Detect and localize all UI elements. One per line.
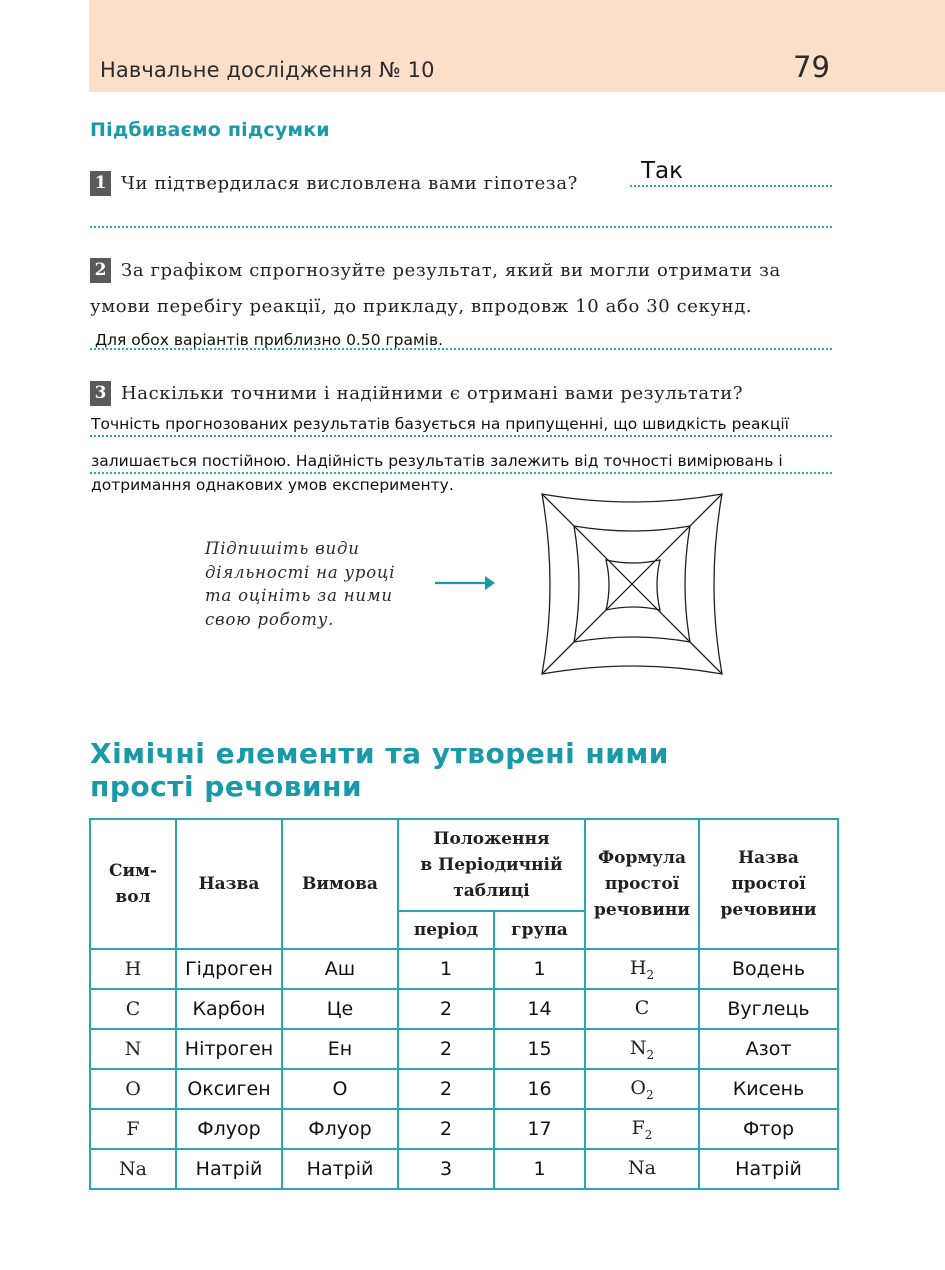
- section-heading: Підбиваємо підсумки: [90, 119, 330, 141]
- formula-symbol: O: [630, 1076, 646, 1099]
- header-title: Навчальне дослідження № 10: [100, 58, 435, 82]
- symbol-cell: Na: [90, 1149, 176, 1189]
- column-header-position: Положення в Періодичній таблиці: [398, 819, 585, 911]
- group-cell[interactable]: 1: [494, 1149, 585, 1189]
- column-header-group: група: [494, 911, 585, 949]
- name-cell[interactable]: Флуор: [176, 1109, 282, 1149]
- table-row: [90, 1069, 838, 1109]
- name-cell[interactable]: Оксиген: [176, 1069, 282, 1109]
- group-cell[interactable]: 15: [494, 1029, 585, 1069]
- self-assessment-web-diagram[interactable]: [538, 490, 728, 680]
- pronunciation-cell[interactable]: Флуор: [282, 1109, 398, 1149]
- answer-line: [90, 435, 832, 437]
- table-row: [90, 989, 838, 1029]
- formula-symbol: Na: [628, 1156, 656, 1179]
- title-line: прості речовини: [90, 770, 363, 803]
- group-cell[interactable]: 17: [494, 1109, 585, 1149]
- period-cell[interactable]: 2: [398, 1069, 494, 1109]
- formula-subscript: 2: [645, 1087, 654, 1102]
- question-text: Чи підтвердилася висловлена вами гіпотеза?: [121, 173, 578, 194]
- substance-cell[interactable]: Натрій: [699, 1149, 838, 1189]
- answer-text[interactable]: дотримання однакових умов експерименту.: [91, 476, 454, 494]
- column-header-symbol: Сим- вол: [90, 819, 176, 949]
- formula-subscript: 2: [644, 1127, 653, 1142]
- formula-cell: [585, 989, 699, 1029]
- name-cell[interactable]: Карбон: [176, 989, 282, 1029]
- symbol-cell: F: [90, 1109, 176, 1149]
- name-cell[interactable]: Нітроген: [176, 1029, 282, 1069]
- pronunciation-cell[interactable]: Ен: [282, 1029, 398, 1069]
- column-header-formula: Формула простої речовини: [585, 819, 699, 949]
- table-row: [90, 1029, 838, 1069]
- period-cell[interactable]: 2: [398, 1029, 494, 1069]
- answer-line: [630, 185, 832, 187]
- elements-section-title: [90, 737, 669, 803]
- period-cell[interactable]: 2: [398, 989, 494, 1029]
- question-number-badge: 3: [90, 381, 111, 406]
- name-cell[interactable]: Натрій: [176, 1149, 282, 1189]
- symbol-cell: H: [90, 949, 176, 989]
- substance-cell[interactable]: Водень: [699, 949, 838, 989]
- period-cell[interactable]: 3: [398, 1149, 494, 1189]
- group-cell[interactable]: 16: [494, 1069, 585, 1109]
- symbol-cell: N: [90, 1029, 176, 1069]
- symbol-cell: C: [90, 989, 176, 1029]
- answer-line: [90, 472, 832, 474]
- answer-text[interactable]: Для обох варіантів приблизно 0.50 грамів.: [95, 331, 444, 349]
- substance-cell[interactable]: Азот: [699, 1029, 838, 1069]
- answer-text[interactable]: залишається постійною. Надійність результатів залежить від точності вимірювань і: [91, 452, 783, 470]
- pronunciation-cell[interactable]: Натрій: [282, 1149, 398, 1189]
- substance-cell[interactable]: Вуглець: [699, 989, 838, 1029]
- formula-cell: [585, 949, 699, 989]
- formula-symbol: F: [631, 1116, 645, 1139]
- formula-cell: [585, 1069, 699, 1109]
- formula-cell: [585, 1109, 699, 1149]
- formula-symbol: H: [629, 956, 647, 979]
- page-number: 79: [793, 50, 830, 84]
- formula-subscript: 2: [646, 967, 655, 982]
- question-text: За графіком спрогнозуйте результат, який ви могли отримати за: [121, 260, 781, 281]
- question-number-badge: 2: [90, 258, 111, 283]
- table-row: [90, 1109, 838, 1149]
- answer-line: [90, 226, 832, 228]
- question-number-badge: 1: [90, 171, 111, 196]
- table-row: [90, 1149, 838, 1189]
- answer-text[interactable]: Так: [641, 158, 684, 184]
- activity-note: Підпишіть види діяльності на уроці та оцініть за ними свою роботу.: [205, 539, 396, 629]
- title-line: Хімічні елементи та утворені ними: [90, 737, 669, 770]
- arrow-right-icon: [433, 572, 497, 594]
- column-header-substance: Назва простої речовини: [699, 819, 838, 949]
- pronunciation-cell[interactable]: Аш: [282, 949, 398, 989]
- pronunciation-cell[interactable]: О: [282, 1069, 398, 1109]
- column-header-name: Назва: [176, 819, 282, 949]
- elements-table: [89, 818, 839, 1190]
- group-cell[interactable]: 1: [494, 949, 585, 989]
- question-text: Наскільки точними і надійними є отримані вами результати?: [121, 383, 744, 404]
- period-cell[interactable]: 2: [398, 1109, 494, 1149]
- substance-cell[interactable]: Кисень: [699, 1069, 838, 1109]
- column-header-pronunciation: Вимова: [282, 819, 398, 949]
- question-text: умови перебігу реакції, до прикладу, впродовж 10 або 30 секунд.: [90, 296, 753, 317]
- formula-symbol: N: [629, 1036, 647, 1059]
- formula-cell: [585, 1029, 699, 1069]
- formula-symbol: C: [634, 996, 650, 1019]
- period-cell[interactable]: 1: [398, 949, 494, 989]
- answer-text[interactable]: Точність прогнозованих результатів базується на припущенні, що швидкість реакції: [91, 415, 789, 433]
- formula-subscript: 2: [646, 1047, 655, 1062]
- page-header: [89, 0, 945, 92]
- pronunciation-cell[interactable]: Це: [282, 989, 398, 1029]
- formula-cell: [585, 1149, 699, 1189]
- symbol-cell: O: [90, 1069, 176, 1109]
- name-cell[interactable]: Гідроген: [176, 949, 282, 989]
- substance-cell[interactable]: Фтор: [699, 1109, 838, 1149]
- table-row: [90, 949, 838, 989]
- column-header-period: період: [398, 911, 494, 949]
- group-cell[interactable]: 14: [494, 989, 585, 1029]
